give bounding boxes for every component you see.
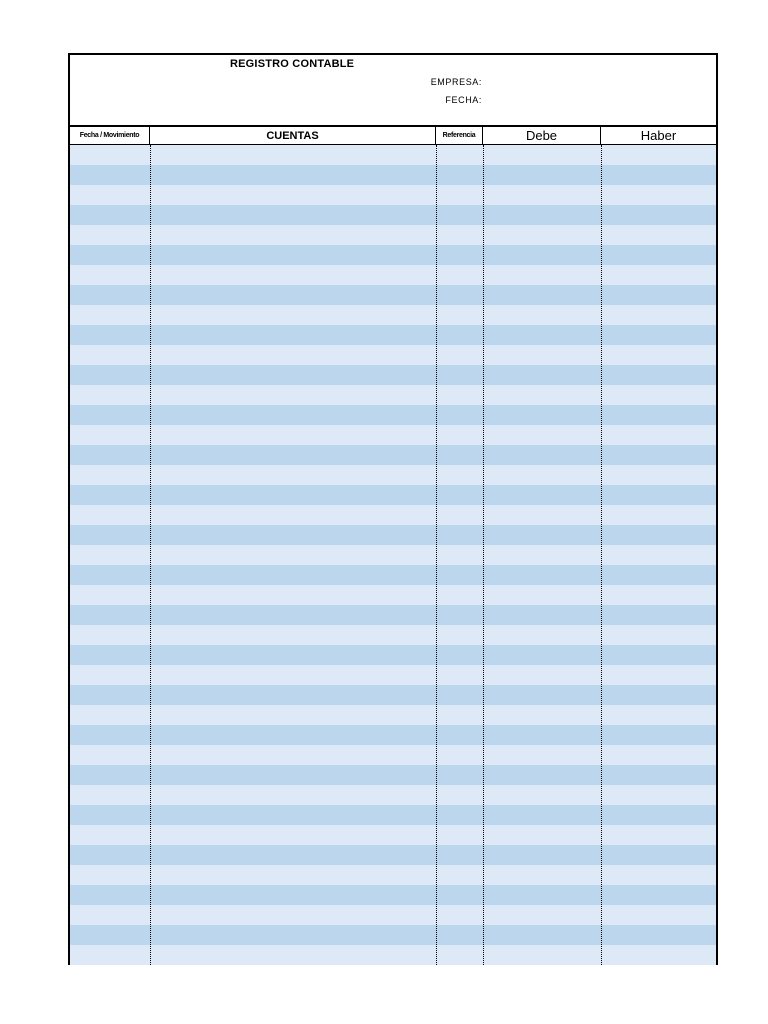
column-header-cuentas: CUENTAS [150,127,436,145]
page-title: REGISTRO CONTABLE [230,58,355,70]
table-row [70,845,716,865]
table-row [70,705,716,725]
table-row [70,425,716,445]
table-row [70,725,716,745]
table-row [70,465,716,485]
table-row [70,785,716,805]
table-row [70,625,716,645]
table-row [70,825,716,845]
table-row [70,165,716,185]
table-row [70,325,716,345]
column-divider-referencia [483,145,484,965]
table-row [70,885,716,905]
column-header-haber: Haber [640,128,677,143]
column-divider-cuentas [436,145,437,965]
table-row [70,925,716,945]
table-row [70,905,716,925]
column-header-fecha: Fecha / Movimiento [70,127,150,145]
table-row [70,865,716,885]
table-row [70,385,716,405]
table-row [70,585,716,605]
column-header-referencia: Referencia [436,127,483,145]
table-row [70,745,716,765]
empresa-label: EMPRESA: [430,77,482,87]
column-divider-fecha [150,145,151,965]
table-row [70,665,716,685]
table-row [70,525,716,545]
column-divider-debe [601,145,602,965]
table-row [70,405,716,425]
table-row [70,285,716,305]
table-row [70,805,716,825]
table-row [70,185,716,205]
table-row [70,565,716,585]
ledger-header [70,55,716,125]
table-row [70,605,716,625]
table-row [70,345,716,365]
ledger-sheet [68,53,718,965]
table-row [70,145,716,165]
column-header-debe: Debe [483,127,601,145]
table-row [70,645,716,665]
table-row [70,305,716,325]
table-row [70,245,716,265]
table-row [70,685,716,705]
table-row [70,365,716,385]
table-row [70,205,716,225]
column-header-row [70,125,716,145]
table-row [70,485,716,505]
ledger-rows [70,145,716,965]
table-row [70,545,716,565]
table-row [70,945,716,965]
table-row [70,765,716,785]
table-row [70,445,716,465]
table-row [70,265,716,285]
table-row [70,225,716,245]
fecha-label: FECHA: [445,95,482,105]
table-row [70,505,716,525]
